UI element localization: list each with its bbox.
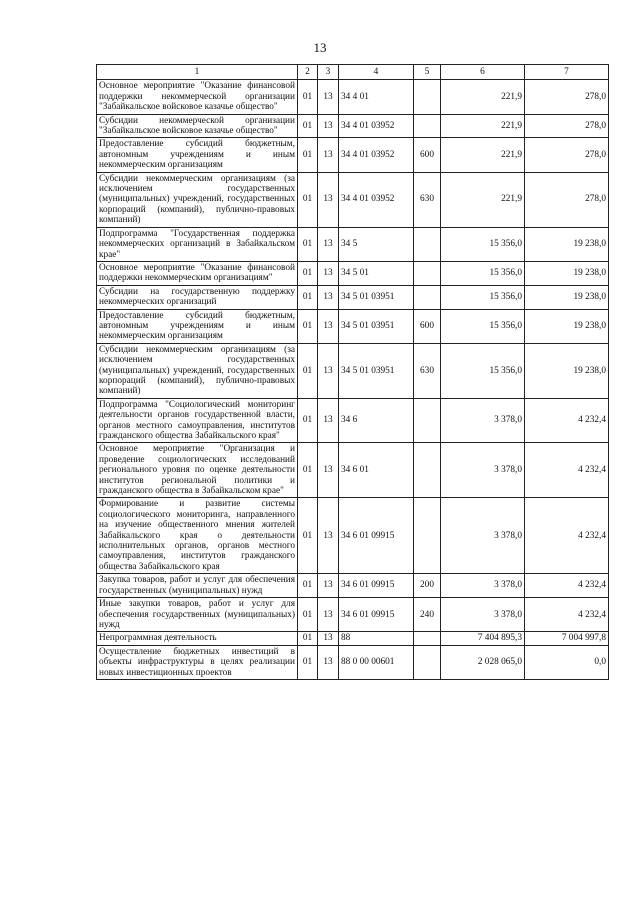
expense-type-code-cell: [414, 285, 441, 309]
amount-year2-cell: 4 232,4: [525, 398, 609, 443]
table-row: [97, 309, 609, 343]
budget-table: [96, 64, 609, 680]
section-code-cell: 01: [298, 645, 318, 679]
row-name-cell: Субсидии некоммерческим организациям (за исключением государственных (муниципальных) учреждений, государственных корпораций (компаний), публично-правовых компаний): [97, 343, 298, 398]
target-item-code-cell: 34 5: [339, 227, 414, 261]
table-row: [97, 645, 609, 679]
amount-year1-cell: 221,9: [441, 80, 525, 114]
table-row: [97, 114, 609, 138]
row-name-cell: Основное мероприятие "Организация и проведение социологических исследований регионального уровня по оценке деятельности институтов региональной политики и гражданского общества в Забайкальском крае": [97, 443, 298, 498]
row-name-cell: Подпрограмма "Социологический мониторинг деятельности органов государственной власти, органов местного самоуправления, институтов гражданского общества Забайкальского края": [97, 398, 298, 443]
target-item-code-cell: 34 5 01 03951: [339, 343, 414, 398]
amount-year2-cell: 19 238,0: [525, 227, 609, 261]
amount-year1-cell: 221,9: [441, 114, 525, 138]
amount-year2-cell: 7 004 997,8: [525, 632, 609, 645]
amount-year1-cell: 3 378,0: [441, 574, 525, 598]
subsection-code-cell: 13: [318, 645, 339, 679]
section-code-cell: 01: [298, 343, 318, 398]
expense-type-code-cell: [414, 632, 441, 645]
target-item-code-cell: 34 6: [339, 398, 414, 443]
section-code-cell: 01: [298, 138, 318, 172]
amount-year2-cell: 4 232,4: [525, 498, 609, 574]
table-row: [97, 574, 609, 598]
amount-year2-cell: 19 238,0: [525, 343, 609, 398]
table-row: [97, 443, 609, 498]
column-header: 6: [441, 65, 525, 80]
amount-year1-cell: 3 378,0: [441, 498, 525, 574]
row-name-cell: Субсидии некоммерческой организации "Забайкальское войсковое казачье общество": [97, 114, 298, 138]
section-code-cell: 01: [298, 498, 318, 574]
section-code-cell: 01: [298, 598, 318, 632]
amount-year2-cell: 4 232,4: [525, 598, 609, 632]
row-name-cell: Основное мероприятие "Оказание финансовой поддержки некоммерческой организации "Забайкальское войсковое казачье общество": [97, 80, 298, 114]
expense-type-code-cell: 600: [414, 138, 441, 172]
section-code-cell: 01: [298, 309, 318, 343]
target-item-code-cell: 34 5 01 03951: [339, 309, 414, 343]
section-code-cell: 01: [298, 632, 318, 645]
expense-type-code-cell: [414, 114, 441, 138]
expense-type-code-cell: [414, 227, 441, 261]
target-item-code-cell: 34 5 01 03951: [339, 285, 414, 309]
table-row: [97, 498, 609, 574]
section-code-cell: 01: [298, 285, 318, 309]
column-header: 4: [339, 65, 414, 80]
column-header: 7: [525, 65, 609, 80]
amount-year2-cell: 278,0: [525, 138, 609, 172]
amount-year1-cell: 15 356,0: [441, 227, 525, 261]
target-item-code-cell: 34 4 01 03952: [339, 138, 414, 172]
row-name-cell: Подпрограмма "Государственная поддержка некоммерческих организаций в Забайкальском крае": [97, 227, 298, 261]
amount-year2-cell: 19 238,0: [525, 261, 609, 285]
expense-type-code-cell: 630: [414, 343, 441, 398]
row-name-cell: Формирование и развитие системы социологического мониторинга, направленного на изучение общественного мнения жителей Забайкальского края о деятельности исполнительных органов, органов местного самоуправления, институтов гражданского общества Забайкальского края: [97, 498, 298, 574]
row-name-cell: Субсидии некоммерческим организациям (за исключением государственных (муниципальных) учреждений, государственных корпораций (компаний), публично-правовых компаний): [97, 172, 298, 227]
table-row: [97, 398, 609, 443]
section-code-cell: 01: [298, 80, 318, 114]
target-item-code-cell: 88 0 00 00601: [339, 645, 414, 679]
subsection-code-cell: 13: [318, 398, 339, 443]
row-name-cell: Иные закупки товаров, работ и услуг для обеспечения государственных (муниципальных) нужд: [97, 598, 298, 632]
target-item-code-cell: 88: [339, 632, 414, 645]
subsection-code-cell: 13: [318, 172, 339, 227]
subsection-code-cell: 13: [318, 498, 339, 574]
target-item-code-cell: 34 6 01: [339, 443, 414, 498]
row-name-cell: Основное мероприятие "Оказание финансовой поддержки некоммерческим организациям": [97, 261, 298, 285]
target-item-code-cell: 34 4 01 03952: [339, 114, 414, 138]
amount-year1-cell: 2 028 065,0: [441, 645, 525, 679]
table-row: [97, 138, 609, 172]
expense-type-code-cell: 600: [414, 309, 441, 343]
expense-type-code-cell: [414, 398, 441, 443]
amount-year2-cell: 278,0: [525, 114, 609, 138]
amount-year1-cell: 15 356,0: [441, 261, 525, 285]
table-row: [97, 80, 609, 114]
amount-year2-cell: 19 238,0: [525, 309, 609, 343]
subsection-code-cell: 13: [318, 632, 339, 645]
section-code-cell: 01: [298, 114, 318, 138]
amount-year2-cell: 19 238,0: [525, 285, 609, 309]
subsection-code-cell: 13: [318, 309, 339, 343]
row-name-cell: Предоставление субсидий бюджетным, автономным учреждениям и иным некоммерческим организациям: [97, 309, 298, 343]
row-name-cell: Непрограммная деятельность: [97, 632, 298, 645]
subsection-code-cell: 13: [318, 574, 339, 598]
row-name-cell: Предоставление субсидий бюджетным, автономным учреждениям и иным некоммерческим организациям: [97, 138, 298, 172]
table-row: [97, 343, 609, 398]
expense-type-code-cell: [414, 443, 441, 498]
amount-year2-cell: 0,0: [525, 645, 609, 679]
amount-year2-cell: 4 232,4: [525, 443, 609, 498]
section-code-cell: 01: [298, 443, 318, 498]
subsection-code-cell: 13: [318, 261, 339, 285]
table-header-row: [97, 65, 609, 80]
target-item-code-cell: 34 4 01: [339, 80, 414, 114]
target-item-code-cell: 34 6 01 09915: [339, 498, 414, 574]
target-item-code-cell: 34 5 01: [339, 261, 414, 285]
expense-type-code-cell: 200: [414, 574, 441, 598]
amount-year1-cell: 3 378,0: [441, 443, 525, 498]
section-code-cell: 01: [298, 261, 318, 285]
section-code-cell: 01: [298, 398, 318, 443]
section-code-cell: 01: [298, 172, 318, 227]
amount-year1-cell: 3 378,0: [441, 398, 525, 443]
amount-year2-cell: 278,0: [525, 80, 609, 114]
section-code-cell: 01: [298, 227, 318, 261]
row-name-cell: Закупка товаров, работ и услуг для обеспечения государственных (муниципальных) нужд: [97, 574, 298, 598]
table-row: [97, 285, 609, 309]
amount-year1-cell: 7 404 895,3: [441, 632, 525, 645]
page-number: 13: [313, 40, 327, 55]
target-item-code-cell: 34 6 01 09915: [339, 598, 414, 632]
subsection-code-cell: 13: [318, 343, 339, 398]
amount-year1-cell: 15 356,0: [441, 309, 525, 343]
section-code-cell: 01: [298, 574, 318, 598]
subsection-code-cell: 13: [318, 285, 339, 309]
column-header: 2: [298, 65, 318, 80]
table-row: [97, 598, 609, 632]
amount-year1-cell: 15 356,0: [441, 343, 525, 398]
row-name-cell: Субсидии на государственную поддержку некоммерческих организаций: [97, 285, 298, 309]
expense-type-code-cell: [414, 645, 441, 679]
amount-year2-cell: 4 232,4: [525, 574, 609, 598]
column-header: 5: [414, 65, 441, 80]
expense-type-code-cell: [414, 261, 441, 285]
amount-year1-cell: 3 378,0: [441, 598, 525, 632]
expense-type-code-cell: [414, 498, 441, 574]
column-header: 1: [97, 65, 298, 80]
expense-type-code-cell: [414, 80, 441, 114]
amount-year1-cell: 221,9: [441, 138, 525, 172]
table-row: [97, 227, 609, 261]
target-item-code-cell: 34 4 01 03952: [339, 172, 414, 227]
table-row: [97, 261, 609, 285]
amount-year1-cell: 15 356,0: [441, 285, 525, 309]
subsection-code-cell: 13: [318, 138, 339, 172]
table-row: [97, 172, 609, 227]
subsection-code-cell: 13: [318, 227, 339, 261]
expense-type-code-cell: 630: [414, 172, 441, 227]
table-row: [97, 632, 609, 645]
subsection-code-cell: 13: [318, 80, 339, 114]
row-name-cell: Осуществление бюджетных инвестиций в объекты инфраструктуры в целях реализации новых инвестиционных проектов: [97, 645, 298, 679]
amount-year2-cell: 278,0: [525, 172, 609, 227]
amount-year1-cell: 221,9: [441, 172, 525, 227]
subsection-code-cell: 13: [318, 114, 339, 138]
target-item-code-cell: 34 6 01 09915: [339, 574, 414, 598]
column-header: 3: [318, 65, 339, 80]
expense-type-code-cell: 240: [414, 598, 441, 632]
subsection-code-cell: 13: [318, 443, 339, 498]
subsection-code-cell: 13: [318, 598, 339, 632]
